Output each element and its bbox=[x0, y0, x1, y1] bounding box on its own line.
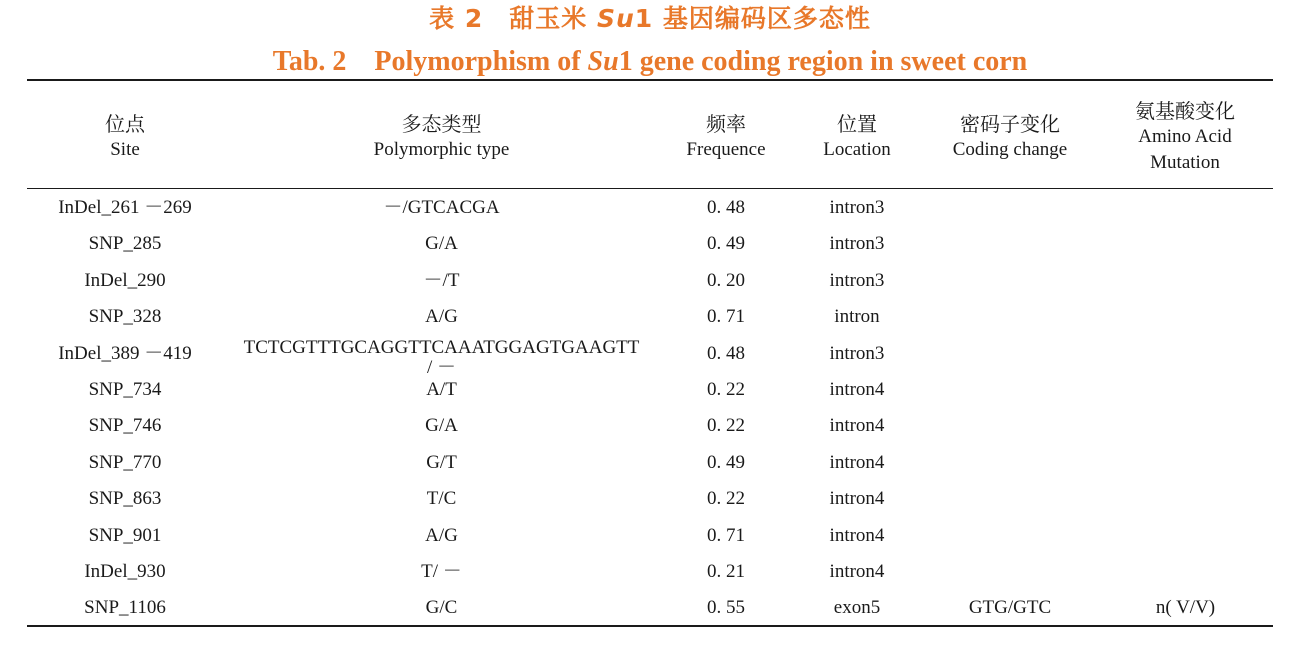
table-row bbox=[0, 481, 1300, 517]
amino-acid-cell bbox=[1098, 299, 1273, 335]
header-en: Coding change bbox=[952, 139, 1068, 160]
header-cn: 密码子变化 bbox=[960, 112, 1060, 136]
coding-change-cell bbox=[922, 445, 1098, 481]
table-row bbox=[0, 590, 1300, 626]
frequence-cell: 0. 55 bbox=[707, 597, 745, 619]
polymorphic-type-cell: A/T bbox=[426, 379, 457, 400]
location-cell: intron4 bbox=[829, 379, 885, 400]
coding-change-cell bbox=[922, 408, 1098, 444]
polymorphic-type-cell: G/T bbox=[426, 451, 457, 473]
coding-change-cell bbox=[922, 336, 1098, 372]
location-cell: exon5 bbox=[833, 597, 881, 619]
site-cell: InDel_389 －419 bbox=[58, 342, 192, 364]
amino-acid-cell bbox=[1098, 372, 1273, 408]
table-row bbox=[0, 226, 1300, 262]
site-cell: SNP_901 bbox=[88, 524, 162, 546]
amino-acid-cell bbox=[1098, 408, 1273, 444]
table-row bbox=[0, 299, 1300, 335]
frequence-cell: 0. 48 bbox=[707, 197, 745, 218]
table-row bbox=[0, 445, 1300, 481]
amino-acid-cell bbox=[1098, 481, 1273, 517]
amino-acid-cell bbox=[1098, 226, 1273, 262]
amino-acid-cell bbox=[1098, 263, 1273, 299]
polymorphic-type-cell: －/T bbox=[423, 269, 460, 291]
header-en: Site bbox=[110, 139, 140, 160]
location-cell: intron4 bbox=[829, 524, 885, 546]
header-site bbox=[27, 92, 223, 182]
header-en: Amino Acid Mutation bbox=[1138, 126, 1232, 173]
site-cell: InDel_290 bbox=[84, 269, 166, 291]
frequence-cell: 0. 49 bbox=[707, 451, 745, 473]
header-en: Polymorphic type bbox=[373, 139, 510, 160]
header-en: Location bbox=[823, 139, 891, 160]
table-row bbox=[0, 336, 1300, 378]
header-polymorphic-type bbox=[223, 92, 660, 182]
table-row bbox=[0, 554, 1300, 590]
location-cell: intron3 bbox=[829, 233, 885, 255]
polymorphic-type-cell: A/G bbox=[425, 524, 458, 546]
frequence-cell: 0. 20 bbox=[707, 269, 745, 291]
amino-acid-cell bbox=[1098, 336, 1273, 372]
amino-acid-cell bbox=[1098, 554, 1273, 590]
coding-change-cell bbox=[922, 372, 1098, 408]
coding-change-cell bbox=[922, 226, 1098, 262]
polymorphic-type-cell bbox=[223, 336, 660, 376]
frequence-cell: 0. 22 bbox=[707, 415, 745, 437]
table-row bbox=[0, 190, 1300, 226]
header-cn: 频率 bbox=[706, 112, 746, 136]
coding-change-cell bbox=[922, 263, 1098, 299]
amino-acid-cell bbox=[1098, 190, 1273, 226]
location-cell: intron3 bbox=[829, 342, 885, 364]
location-cell: intron4 bbox=[829, 451, 885, 473]
polymorphic-type-line: / － bbox=[426, 356, 457, 378]
polymorphic-type-cell: T/ － bbox=[421, 561, 462, 582]
header-location bbox=[792, 92, 922, 182]
coding-change-cell: GTG/GTC bbox=[968, 597, 1052, 619]
header-cn: 多态类型 bbox=[401, 112, 482, 136]
location-cell: intron4 bbox=[829, 561, 885, 582]
table-row bbox=[0, 408, 1300, 444]
site-cell: SNP_734 bbox=[88, 379, 162, 400]
location-cell: intron3 bbox=[829, 197, 885, 218]
site-cell: SNP_328 bbox=[88, 306, 162, 328]
frequence-cell: 0. 21 bbox=[707, 561, 745, 582]
header-amino-acid-mutation bbox=[1120, 92, 1250, 182]
location-cell: intron3 bbox=[829, 269, 885, 291]
location-cell: intron4 bbox=[829, 415, 885, 437]
polymorphic-type-cell: A/G bbox=[425, 306, 458, 328]
table-title-chinese: 表 2 甜玉米 Su1 基因编码区多态性 bbox=[429, 4, 871, 33]
polymorphic-type-cell: G/C bbox=[425, 597, 458, 619]
frequence-cell: 0. 48 bbox=[707, 342, 745, 364]
polymorphic-type-cell: G/A bbox=[425, 415, 458, 437]
coding-change-cell bbox=[922, 190, 1098, 226]
table-row bbox=[0, 518, 1300, 554]
amino-acid-cell bbox=[1098, 445, 1273, 481]
header-frequence bbox=[660, 92, 792, 182]
polymorphic-type-cell: T/C bbox=[426, 488, 457, 510]
site-cell: SNP_285 bbox=[88, 233, 162, 255]
frequence-cell: 0. 71 bbox=[707, 306, 745, 328]
header-en: Frequence bbox=[686, 139, 766, 160]
amino-acid-cell: n( V/V) bbox=[1155, 597, 1216, 619]
site-cell: InDel_930 bbox=[84, 561, 166, 582]
site-cell: SNP_746 bbox=[88, 415, 162, 437]
frequence-cell: 0. 71 bbox=[707, 524, 745, 546]
header-cn: 位置 bbox=[837, 112, 877, 136]
polymorphic-type-line: TCTCGTTTGCAGGTTCAAATGGAGTGAAGTT bbox=[243, 336, 640, 358]
table-title-english: Tab. 2 Polymorphism of Su1 gene coding region in sweet corn bbox=[272, 46, 1028, 77]
top-rule bbox=[27, 79, 1273, 81]
location-cell: intron bbox=[834, 306, 880, 328]
amino-acid-cell bbox=[1098, 518, 1273, 554]
coding-change-cell bbox=[922, 481, 1098, 517]
frequence-cell: 0. 49 bbox=[707, 233, 745, 255]
polymorphic-type-cell: G/A bbox=[425, 233, 458, 255]
site-cell: InDel_261 －269 bbox=[58, 197, 192, 218]
table-row bbox=[0, 263, 1300, 299]
header-coding-change bbox=[932, 92, 1088, 182]
polymorphic-type-cell: －/GTCACGA bbox=[383, 197, 500, 218]
header-cn: 位点 bbox=[105, 112, 145, 136]
coding-change-cell bbox=[922, 554, 1098, 590]
table-row bbox=[0, 372, 1300, 408]
header-cn: 氨基酸变化 bbox=[1135, 99, 1235, 123]
frequence-cell: 0. 22 bbox=[707, 379, 745, 400]
header-rule bbox=[27, 188, 1273, 189]
frequence-cell: 0. 22 bbox=[707, 488, 745, 510]
bottom-rule bbox=[27, 625, 1273, 627]
coding-change-cell bbox=[922, 299, 1098, 335]
site-cell: SNP_863 bbox=[88, 488, 162, 510]
coding-change-cell bbox=[922, 518, 1098, 554]
site-cell: SNP_770 bbox=[88, 451, 162, 473]
site-cell: SNP_1106 bbox=[84, 597, 166, 619]
location-cell: intron4 bbox=[829, 488, 885, 510]
